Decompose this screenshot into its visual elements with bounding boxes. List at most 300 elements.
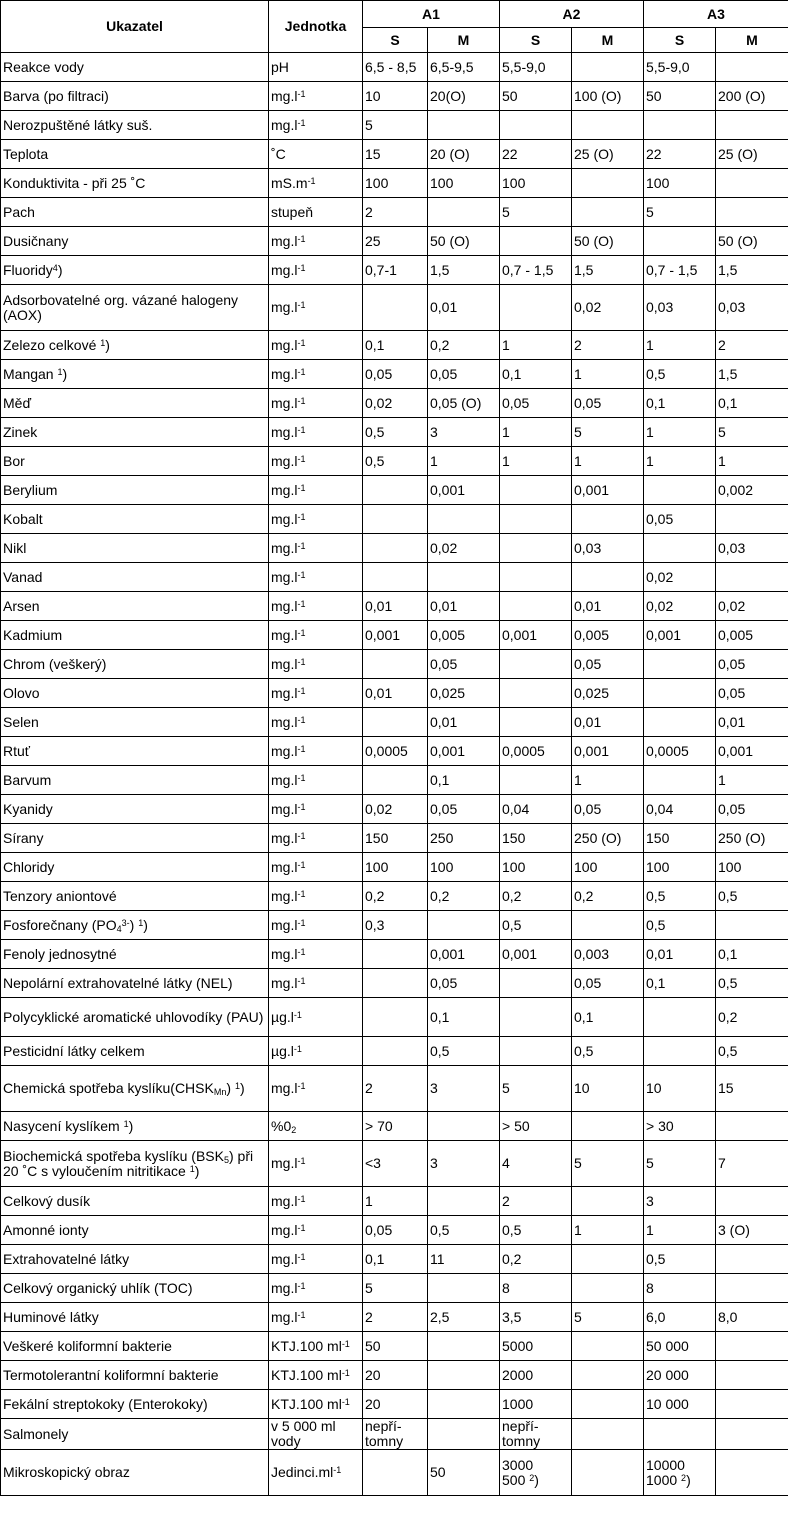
indicator-cell: Nikl [1, 534, 269, 563]
unit-cell: $mg.l^{-1}$ [269, 1245, 363, 1274]
header-sub-s: S [644, 28, 716, 53]
indicator-cell: Zinek [1, 418, 269, 447]
indicator-cell: Měď [1, 389, 269, 418]
value-cell [500, 476, 572, 505]
value-cell: 20(O) [428, 82, 500, 111]
value-cell: 1,5 [716, 360, 788, 389]
value-cell [716, 1450, 788, 1496]
unit-cell: $mg.l^{-1}$ [269, 1066, 363, 1112]
value-cell [572, 1332, 644, 1361]
value-cell: 0,05 [572, 650, 644, 679]
value-cell: 1 [716, 447, 788, 476]
value-cell: 3 [428, 1141, 500, 1187]
value-cell: 0,5 [500, 911, 572, 940]
indicator-cell: Chemická spotřeba $kyslíku(CHSK_{Mn})$ $^1$) [1, 1066, 269, 1112]
table-row [1, 882, 788, 911]
table-row [1, 998, 788, 1037]
value-cell: nepří- tomny [363, 1419, 428, 1450]
value-cell [363, 708, 428, 737]
value-cell [716, 1245, 788, 1274]
value-cell: 100 [644, 853, 716, 882]
value-cell: 0,0005 [500, 737, 572, 766]
unit-cell: KTJ.100 $ml^{-1}$ [269, 1361, 363, 1390]
unit-cell: $mg.l^{-1}$ [269, 534, 363, 563]
value-cell: 5 [572, 1303, 644, 1332]
table-row [1, 969, 788, 998]
unit-cell: $mg.l^{-1}$ [269, 111, 363, 140]
value-cell [500, 563, 572, 592]
table-row [1, 1390, 788, 1419]
value-cell: 50 (O) [716, 227, 788, 256]
value-cell: 0,01 [572, 592, 644, 621]
value-cell: 10 000 [644, 1390, 716, 1419]
value-cell: 11 [428, 1245, 500, 1274]
value-cell: 0,01 [644, 940, 716, 969]
value-cell [644, 766, 716, 795]
value-cell: 0,02 [644, 592, 716, 621]
value-cell: 100 [500, 853, 572, 882]
value-cell: 8,0 [716, 1303, 788, 1332]
value-cell: 2000 [500, 1361, 572, 1390]
table-row [1, 621, 788, 650]
indicator-cell: Kobalt [1, 505, 269, 534]
value-cell [572, 169, 644, 198]
indicator-cell: Biochemická spotřeba kyslíku $(BSK_5)$ při 20 ˚C s vyloučením nitritikace $^1$) [1, 1141, 269, 1187]
value-cell: 5,5-9,0 [644, 53, 716, 82]
value-cell [716, 1187, 788, 1216]
value-cell: 0,1 [428, 998, 500, 1037]
value-cell: 2,5 [428, 1303, 500, 1332]
value-cell [363, 476, 428, 505]
unit-cell: $mg.l^{-1}$ [269, 650, 363, 679]
table-row [1, 853, 788, 882]
indicator-cell: Nepolární extrahovatelné látky (NEL) [1, 969, 269, 998]
header-sub-s: S [363, 28, 428, 53]
value-cell [500, 998, 572, 1037]
table-row [1, 766, 788, 795]
value-cell: 100 [500, 169, 572, 198]
unit-cell: $mg.l^{-1}$ [269, 679, 363, 708]
value-cell: 250 (O) [716, 824, 788, 853]
unit-cell: $mg.l^{-1}$ [269, 1303, 363, 1332]
value-cell: 2 [363, 198, 428, 227]
value-cell: 50 [644, 82, 716, 111]
value-cell: 15 [363, 140, 428, 169]
value-cell: 1 [716, 766, 788, 795]
value-cell: 1 [572, 447, 644, 476]
unit-cell: $mg.l^{-1}$ [269, 592, 363, 621]
value-cell: 50 000 [644, 1332, 716, 1361]
unit-cell: $mg.l^{-1}$ [269, 911, 363, 940]
table-row [1, 169, 788, 198]
value-cell [572, 1112, 644, 1141]
value-cell: nepří- tomny [500, 1419, 572, 1450]
value-cell [428, 198, 500, 227]
unit-cell: $mg.l^{-1}$ [269, 1187, 363, 1216]
value-cell: 100 (O) [572, 82, 644, 111]
table-row [1, 331, 788, 360]
value-cell: 0,02 [363, 795, 428, 824]
value-cell: 2 [363, 1303, 428, 1332]
value-cell: 0,05 (O) [428, 389, 500, 418]
value-cell [500, 1037, 572, 1066]
table-row [1, 389, 788, 418]
value-cell [428, 563, 500, 592]
value-cell: 0,01 [363, 679, 428, 708]
value-cell [428, 1332, 500, 1361]
header-group-a3: A3 [644, 1, 788, 28]
header-sub-s: S [500, 28, 572, 53]
value-cell: 0,5 [500, 1216, 572, 1245]
value-cell: 10 [644, 1066, 716, 1112]
value-cell: 0,02 [428, 534, 500, 563]
table-body [1, 53, 788, 1496]
table-row [1, 285, 788, 331]
value-cell: 25 [363, 227, 428, 256]
value-cell: 0,5 [716, 882, 788, 911]
indicator-cell: Veškeré koliformní bakterie [1, 1332, 269, 1361]
unit-cell: $mg.l^{-1}$ [269, 331, 363, 360]
indicator-cell: Fluoridy$^4$) [1, 256, 269, 285]
table-row [1, 476, 788, 505]
value-cell: 0,04 [644, 795, 716, 824]
table-row [1, 795, 788, 824]
value-cell [363, 1037, 428, 1066]
indicator-cell: Vanad [1, 563, 269, 592]
value-cell [500, 111, 572, 140]
value-cell [644, 111, 716, 140]
value-cell: 0,05 [644, 505, 716, 534]
value-cell: 0,001 [572, 737, 644, 766]
value-cell: 0,01 [716, 708, 788, 737]
value-cell: 0,05 [716, 795, 788, 824]
value-cell: 2 [572, 331, 644, 360]
unit-cell: $mg.l^{-1}$ [269, 882, 363, 911]
table-row [1, 534, 788, 563]
table-row [1, 563, 788, 592]
value-cell [716, 1419, 788, 1450]
value-cell: 25 (O) [572, 140, 644, 169]
value-cell: 0,025 [572, 679, 644, 708]
value-cell: 10 [572, 1066, 644, 1112]
value-cell: 0,2 [428, 882, 500, 911]
table-row [1, 82, 788, 111]
table-row [1, 256, 788, 285]
unit-cell: $mg.l^{-1}$ [269, 708, 363, 737]
value-cell: 2 [363, 1066, 428, 1112]
indicator-cell: Fekální streptokoky (Enterokoky) [1, 1390, 269, 1419]
value-cell: 0,04 [500, 795, 572, 824]
value-cell: 0,1 [644, 389, 716, 418]
value-cell: 0,5 [363, 418, 428, 447]
table-row [1, 1450, 788, 1496]
table-row [1, 940, 788, 969]
value-cell: 1,5 [428, 256, 500, 285]
table-row [1, 1245, 788, 1274]
table-row [1, 650, 788, 679]
indicator-cell: Konduktivita - při 25 ˚C [1, 169, 269, 198]
indicator-cell: Polycyklické aromatické uhlovodíky (PAU) [1, 998, 269, 1037]
value-cell [572, 53, 644, 82]
value-cell: 1 [572, 360, 644, 389]
value-cell [363, 766, 428, 795]
indicator-cell: Pach [1, 198, 269, 227]
value-cell: 0,1 [716, 940, 788, 969]
value-cell [716, 505, 788, 534]
value-cell [572, 1450, 644, 1496]
value-cell: 100 [363, 853, 428, 882]
unit-cell: $mg.l^{-1}$ [269, 621, 363, 650]
table-row [1, 198, 788, 227]
value-cell [644, 534, 716, 563]
unit-cell: $mg.l^{-1}$ [269, 418, 363, 447]
indicator-cell: Mikroskopický obraz [1, 1450, 269, 1496]
value-cell: 6,0 [644, 1303, 716, 1332]
indicator-cell: Mangan $^1$) [1, 360, 269, 389]
unit-cell: $mg.l^{-1}$ [269, 824, 363, 853]
value-cell: 100 [644, 169, 716, 198]
value-cell: 50 (O) [428, 227, 500, 256]
value-cell: 0,1 [363, 331, 428, 360]
value-cell: 10000 1000 $^2$) [644, 1450, 716, 1496]
indicator-cell: Huminové látky [1, 1303, 269, 1332]
value-cell [363, 534, 428, 563]
unit-cell: ˚C [269, 140, 363, 169]
header-unit: Jednotka [269, 1, 363, 53]
value-cell: 0,003 [572, 940, 644, 969]
value-cell: 0,7-1 [363, 256, 428, 285]
value-cell [716, 111, 788, 140]
indicator-cell: Celkový organický uhlík (TOC) [1, 1274, 269, 1303]
value-cell [428, 1274, 500, 1303]
value-cell: <3 [363, 1141, 428, 1187]
value-cell: 22 [644, 140, 716, 169]
value-cell: 100 [716, 853, 788, 882]
table-row [1, 824, 788, 853]
table-row [1, 505, 788, 534]
unit-cell: $mg.l^{-1}$ [269, 940, 363, 969]
unit-cell: $mg.l^{-1}$ [269, 1274, 363, 1303]
indicator-cell: Extrahovatelné látky [1, 1245, 269, 1274]
unit-cell: $mg.l^{-1}$ [269, 1216, 363, 1245]
value-cell: 0,2 [500, 882, 572, 911]
indicator-cell: Barva (po filtraci) [1, 82, 269, 111]
value-cell [716, 1390, 788, 1419]
value-cell: 0,05 [363, 360, 428, 389]
unit-cell: v 5 000 ml vody [269, 1419, 363, 1450]
value-cell: 50 [500, 82, 572, 111]
value-cell: 8 [644, 1274, 716, 1303]
table-row [1, 1332, 788, 1361]
value-cell: 5,5-9,0 [500, 53, 572, 82]
value-cell [716, 911, 788, 940]
table-row [1, 708, 788, 737]
indicator-cell: Dusičnany [1, 227, 269, 256]
value-cell: 0,001 [644, 621, 716, 650]
value-cell: 0,001 [428, 476, 500, 505]
indicator-cell: Celkový dusík [1, 1187, 269, 1216]
indicator-cell: Adsorbovatelné org. vázané halogeny (AOX) [1, 285, 269, 331]
value-cell: 0,001 [428, 737, 500, 766]
value-cell: 0,5 [644, 1245, 716, 1274]
table-row [1, 1112, 788, 1141]
value-cell [500, 534, 572, 563]
unit-cell: $\%0_2$ [269, 1112, 363, 1141]
value-cell [363, 285, 428, 331]
unit-cell: $mg.l^{-1}$ [269, 737, 363, 766]
value-cell [363, 563, 428, 592]
unit-cell: $mg.l^{-1}$ [269, 389, 363, 418]
unit-cell: $mg.l^{-1}$ [269, 476, 363, 505]
value-cell: 0,5 [363, 447, 428, 476]
value-cell: 50 (O) [572, 227, 644, 256]
value-cell: 0,02 [572, 285, 644, 331]
unit-cell: $\mu g.l^{-1}$ [269, 1037, 363, 1066]
unit-cell: $mg.l^{-1}$ [269, 1141, 363, 1187]
value-cell [572, 1187, 644, 1216]
value-cell [500, 227, 572, 256]
indicator-cell: Zelezo celkové $^1$) [1, 331, 269, 360]
indicator-cell: Pesticidní látky celkem [1, 1037, 269, 1066]
table-row [1, 1216, 788, 1245]
indicator-cell: Selen [1, 708, 269, 737]
value-cell: 4 [500, 1141, 572, 1187]
value-cell: 1 [572, 1216, 644, 1245]
value-cell: 5000 [500, 1332, 572, 1361]
value-cell: 1 [428, 447, 500, 476]
value-cell: 150 [500, 824, 572, 853]
value-cell: 0,001 [572, 476, 644, 505]
value-cell: 1 [644, 1216, 716, 1245]
table-row [1, 111, 788, 140]
value-cell: 0,05 [428, 360, 500, 389]
header-indicator: Ukazatel [1, 1, 269, 53]
value-cell [572, 505, 644, 534]
unit-cell: $mg.l^{-1}$ [269, 505, 363, 534]
value-cell: 0,2 [500, 1245, 572, 1274]
table-row [1, 1274, 788, 1303]
value-cell: 250 [428, 824, 500, 853]
value-cell: 20 [363, 1390, 428, 1419]
value-cell: 0,3 [363, 911, 428, 940]
value-cell [500, 285, 572, 331]
value-cell [428, 1187, 500, 1216]
value-cell [428, 911, 500, 940]
value-cell [428, 505, 500, 534]
value-cell: 0,02 [363, 389, 428, 418]
table-row [1, 227, 788, 256]
unit-cell: $mg.l^{-1}$ [269, 563, 363, 592]
table-row [1, 1187, 788, 1216]
value-cell [572, 1245, 644, 1274]
value-cell: 3000 500 $^2$) [500, 1450, 572, 1496]
indicator-cell: Sírany [1, 824, 269, 853]
value-cell [572, 111, 644, 140]
value-cell: 0,0005 [363, 737, 428, 766]
indicator-cell: Olovo [1, 679, 269, 708]
value-cell: 0,002 [716, 476, 788, 505]
value-cell: 0,2 [428, 331, 500, 360]
header-sub-m: M [428, 28, 500, 53]
value-cell: 0,01 [572, 708, 644, 737]
table-row [1, 447, 788, 476]
value-cell: 1000 [500, 1390, 572, 1419]
value-cell: > 70 [363, 1112, 428, 1141]
value-cell: 5 [644, 198, 716, 227]
indicator-cell: Fenoly jednosytné [1, 940, 269, 969]
value-cell: 0,05 [363, 1216, 428, 1245]
value-cell [644, 1419, 716, 1450]
header-group-a1: A1 [363, 1, 500, 28]
indicator-cell: Kadmium [1, 621, 269, 650]
value-cell: 1 [644, 447, 716, 476]
value-cell: 50 [428, 1450, 500, 1496]
value-cell: 0,05 [572, 795, 644, 824]
value-cell [500, 505, 572, 534]
value-cell: 0,1 [363, 1245, 428, 1274]
indicator-cell: Termotolerantní koliformní bakterie [1, 1361, 269, 1390]
value-cell: 0,1 [644, 969, 716, 998]
value-cell: 5 [572, 1141, 644, 1187]
value-cell: 150 [363, 824, 428, 853]
table-row [1, 911, 788, 940]
value-cell: 0,5 [572, 1037, 644, 1066]
value-cell [500, 766, 572, 795]
value-cell: 0,01 [363, 592, 428, 621]
value-cell: 0,05 [572, 389, 644, 418]
value-cell: 0,03 [572, 534, 644, 563]
value-cell: 0,05 [428, 969, 500, 998]
value-cell: 15 [716, 1066, 788, 1112]
value-cell [572, 1390, 644, 1419]
value-cell: 0,7 - 1,5 [500, 256, 572, 285]
value-cell [716, 169, 788, 198]
value-cell: 0,7 - 1,5 [644, 256, 716, 285]
value-cell: 0,05 [428, 795, 500, 824]
table-row [1, 360, 788, 389]
value-cell: 0,02 [716, 592, 788, 621]
value-cell [500, 708, 572, 737]
value-cell: 0,05 [716, 679, 788, 708]
unit-cell: $mg.l^{-1}$ [269, 795, 363, 824]
value-cell [428, 1112, 500, 1141]
value-cell: 5 [644, 1141, 716, 1187]
value-cell: 3 [428, 418, 500, 447]
value-cell [428, 1361, 500, 1390]
indicator-cell: Fosforečnany $(PO_4^{3-})$ $^1$) [1, 911, 269, 940]
unit-cell: $mg.l^{-1}$ [269, 285, 363, 331]
value-cell [500, 650, 572, 679]
value-cell [572, 1274, 644, 1303]
value-cell [428, 111, 500, 140]
value-cell [644, 708, 716, 737]
unit-cell: stupeň [269, 198, 363, 227]
value-cell: 5 [363, 111, 428, 140]
value-cell: 100 [363, 169, 428, 198]
value-cell: 0,05 [572, 969, 644, 998]
value-cell [363, 940, 428, 969]
value-cell [500, 592, 572, 621]
indicator-cell: Arsen [1, 592, 269, 621]
value-cell: 6,5-9,5 [428, 53, 500, 82]
value-cell: 0,01 [428, 708, 500, 737]
value-cell: 0,001 [500, 940, 572, 969]
value-cell: 1 [500, 418, 572, 447]
value-cell [716, 1274, 788, 1303]
value-cell: 5 [716, 418, 788, 447]
value-cell: 1 [572, 766, 644, 795]
indicator-cell: Berylium [1, 476, 269, 505]
